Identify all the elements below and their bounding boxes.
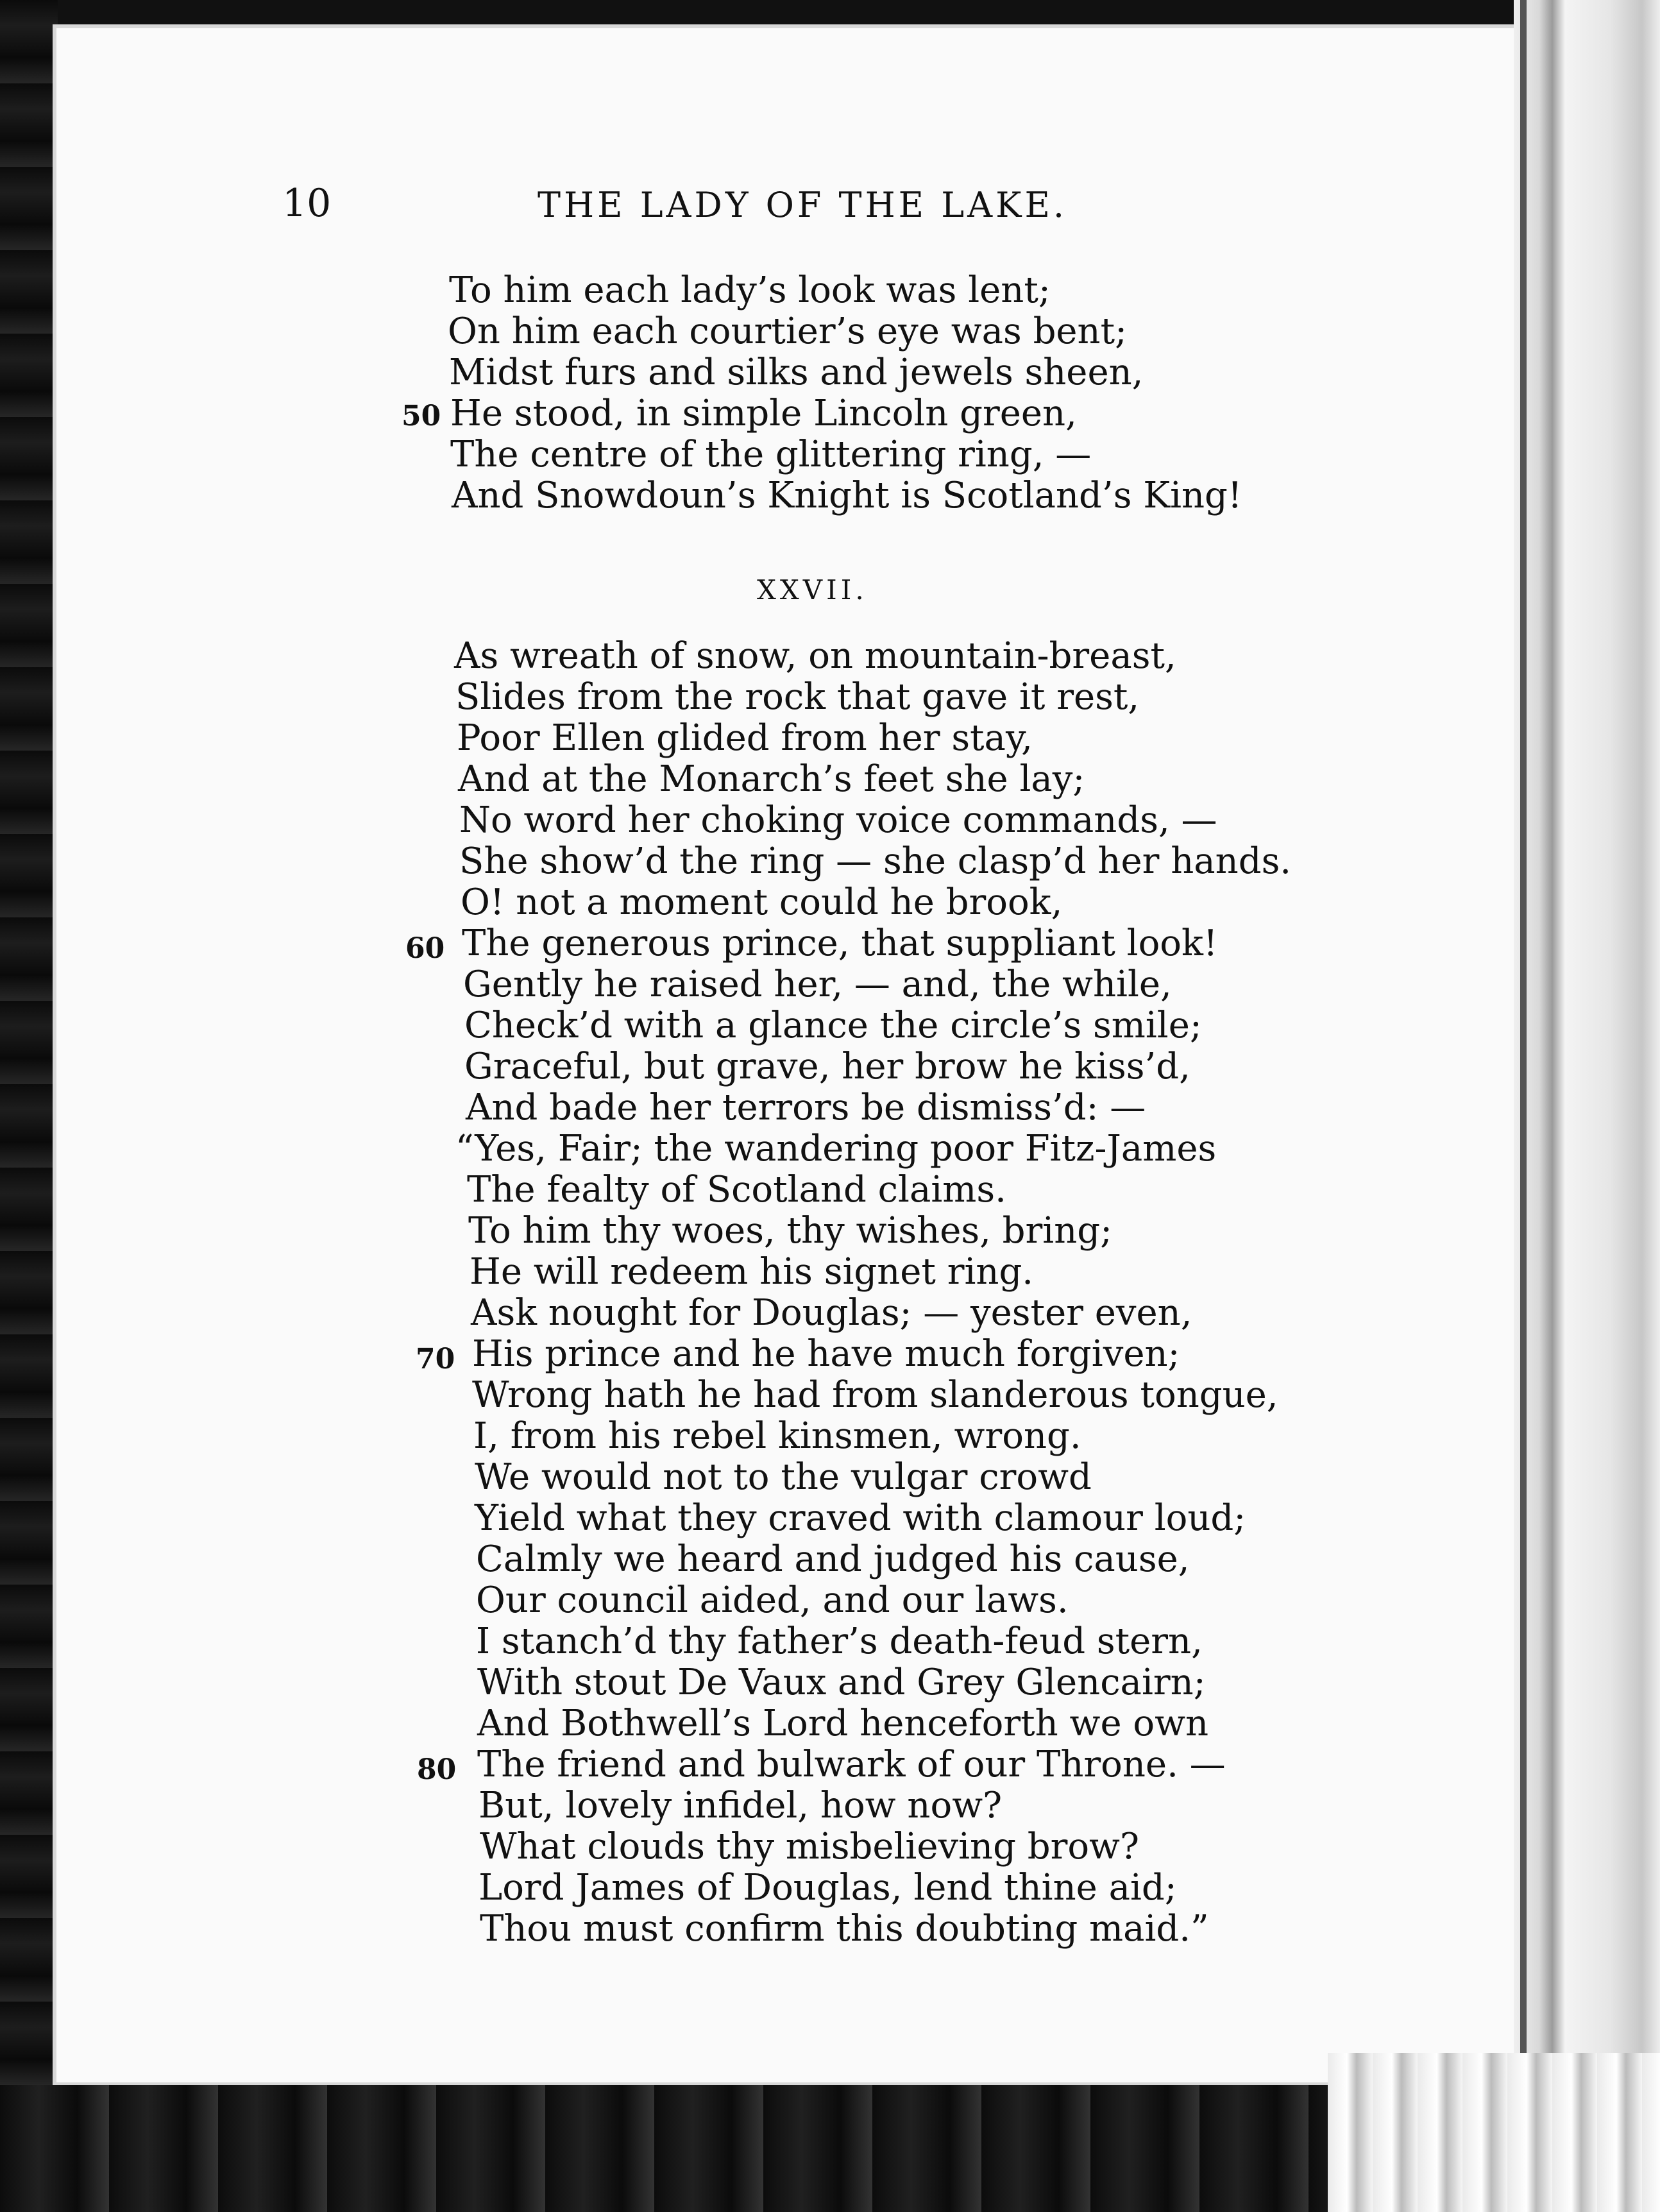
page-stack-edge xyxy=(1328,2053,1660,2212)
verse-line: “Yes, Fair; the wandering poor Fitz-James xyxy=(455,1128,1217,1170)
verse-line: Our council aided, and our laws. xyxy=(476,1579,1069,1621)
verse-line: As wreath of snow, on mountain-breast, xyxy=(454,635,1176,677)
verse-line: The fealty of Scotland claims. xyxy=(467,1169,1006,1211)
page-fold-line xyxy=(1520,0,1527,2212)
line-number: 70 xyxy=(416,1343,455,1375)
scan-right-edge xyxy=(1514,0,1660,2212)
verse-line: He will redeem his signet ring. xyxy=(470,1251,1034,1293)
page-number: 10 xyxy=(282,181,332,226)
verse-line: And Snowdoun’s Knight is Scotland’s King! xyxy=(452,475,1242,516)
verse-line: With stout De Vaux and Grey Glencairn; xyxy=(477,1662,1206,1703)
verse-line: Thou must confirm this doubting maid.” xyxy=(480,1908,1209,1950)
verse-line: Yield what they craved with clamour loud; xyxy=(475,1497,1246,1539)
verse-line: And at the Monarch’s feet she lay; xyxy=(458,758,1085,800)
verse-line: Wrong hath he had from slanderous tongue, xyxy=(472,1374,1278,1416)
verse-line: What clouds thy misbelieving brow? xyxy=(480,1826,1140,1867)
verse-line: Graceful, but grave, her brow he kiss’d, xyxy=(464,1046,1190,1087)
verse-line: But, lovely infidel, how now? xyxy=(479,1785,1003,1826)
verse-line: The generous prince, that suppliant look! xyxy=(462,923,1218,964)
verse-line: And Bothwell’s Lord henceforth we own xyxy=(477,1703,1209,1744)
verse-line: No word her choking voice commands, — xyxy=(459,799,1217,841)
verse-line: O! not a moment could he brook, xyxy=(461,881,1063,923)
verse-line: On him each courtier’s eye was bent; xyxy=(448,311,1127,352)
verse-line: Check’d with a glance the circle’s smile; xyxy=(464,1005,1202,1046)
verse-line: Slides from the rock that gave it rest, xyxy=(455,676,1140,718)
verse-line: Ask nought for Douglas; — yester even, xyxy=(471,1292,1192,1334)
scan-left-edge xyxy=(0,0,58,2212)
verse-line: His prince and he have much forgiven; xyxy=(472,1333,1180,1375)
verse-line: And bade her terrors be dismiss’d: — xyxy=(466,1087,1146,1128)
running-title: THE LADY OF THE LAKE. xyxy=(538,185,1068,225)
line-number: 60 xyxy=(405,932,445,965)
line-number: 80 xyxy=(417,1753,457,1786)
verse-line: Lord James of Douglas, lend thine aid; xyxy=(479,1867,1177,1909)
line-number: 50 xyxy=(402,400,441,432)
page-header xyxy=(0,181,1660,232)
section-heading: XXVII. xyxy=(757,574,868,606)
verse-line: I, from his rebel kinsmen, wrong. xyxy=(473,1415,1081,1457)
verse-line: Midst furs and silks and jewels sheen, xyxy=(449,352,1144,393)
verse-line: The centre of the glittering ring, — xyxy=(450,434,1092,475)
verse-line: Gently he raised her, — and, the while, xyxy=(463,964,1172,1005)
verse-line: Calmly we heard and judged his cause, xyxy=(476,1538,1190,1580)
verse-line: I stanch’d thy father’s death-feud stern, xyxy=(476,1621,1203,1662)
verse-line: The friend and bulwark of our Throne. — xyxy=(477,1744,1226,1785)
verse-line: Poor Ellen glided from her stay, xyxy=(457,717,1033,759)
verse-line: She show’d the ring — she clasp’d her hands. xyxy=(459,840,1292,882)
verse-line: To him each lady’s look was lent; xyxy=(449,269,1051,311)
verse-line: To him thy woes, thy wishes, bring; xyxy=(468,1210,1112,1252)
verse-line: He stood, in simple Lincoln green, xyxy=(450,393,1077,434)
verse-line: We would not to the vulgar crowd xyxy=(475,1456,1092,1498)
